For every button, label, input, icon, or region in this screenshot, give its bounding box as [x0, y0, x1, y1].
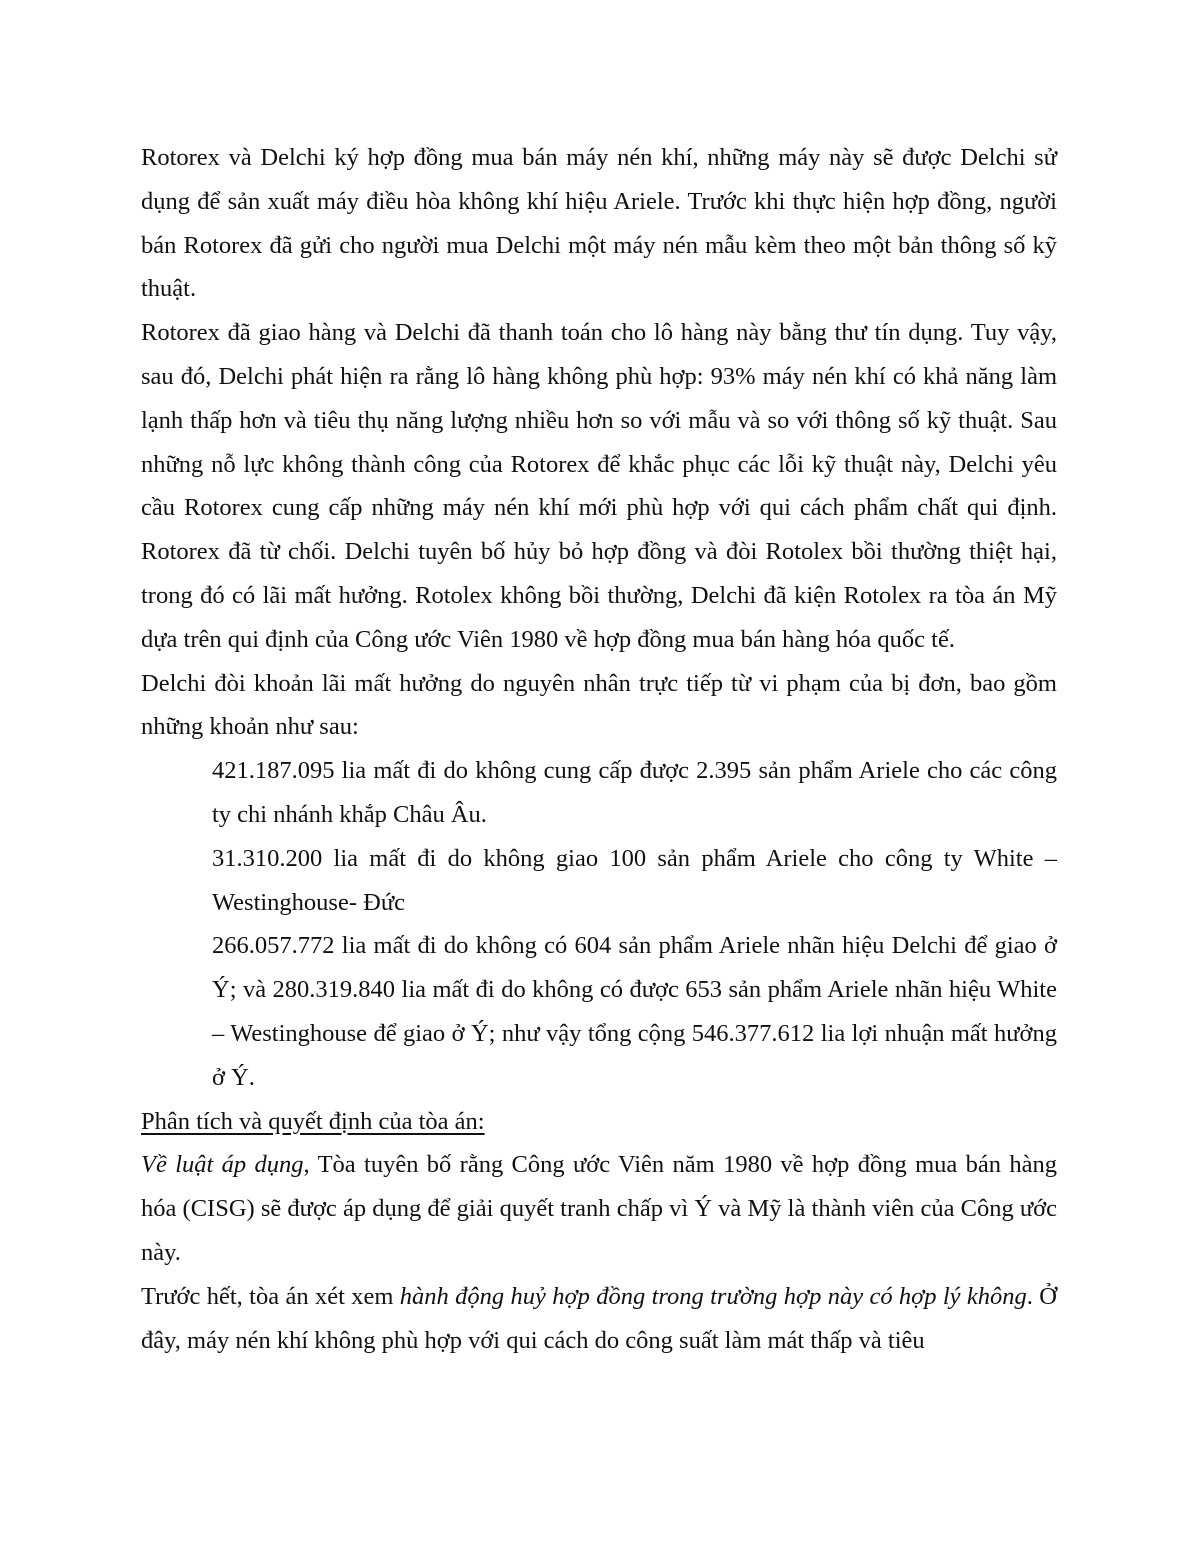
paragraph-delivery-dispute: Rotorex đã giao hàng và Delchi đã thanh toán cho lô hàng này bằng thư tín dụng. Tuy vậy, sau đó, Delchi phát hiện ra rằng lô hàng không phù hợp: 93% máy nén khí có khả năng làm lạnh thấp hơn và tiêu thụ năng lượng nhiều hơn so với mẫu và so với thông số kỹ thuật. Sau những nỗ lực không thành công của Rotorex để khắc phục các lỗi kỹ thuật này, Delchi yêu cầu Rotorex cung cấp những máy nén khí mới phù hợp với qui cách phẩm chất qui định. Rotorex đã từ chối. Delchi tuyên bố hủy bỏ hợp đồng và đòi Rotolex bồi thường thiệt hại, trong đó có lãi mất hưởng. Rotolex không bồi thường, Delchi đã kiện Rotolex ra tòa án Mỹ dựa trên qui định của Công ước Viên 1980 về hợp đồng mua bán hàng hóa quốc tế.: [141, 319, 1057, 653]
avoidance-lead-text: Trước hết, tòa án xét xem: [141, 1282, 400, 1310]
paragraph-applicable-law: [141, 1143, 1057, 1274]
section-heading: Phân tích và quyết định của tòa án:: [141, 1107, 485, 1135]
paragraph-avoidance-analysis: [141, 1275, 1057, 1363]
avoidance-question: hành động huỷ hợp đồng trong trường hợp này có hợp lý không: [399, 1282, 1027, 1310]
avoidance-text: . Ở đây, máy nén khí không phù hợp với qui cách do công suất làm mát thấp và tiêu: [141, 1282, 1057, 1354]
paragraph-lost-profit-claim: Delchi đòi khoản lãi mất hưởng do nguyên nhân trực tiếp từ vi phạm của bị đơn, bao gồm những khoản như sau:: [141, 669, 1057, 741]
applicable-law-text: , Tòa tuyên bố rằng Công ước Viên năm 1980 về hợp đồng mua bán hàng hóa (CISG) sẽ được áp dụng để giải quyết tranh chấp vì Ý và Mỹ là thành viên của Công ước này.: [141, 1151, 1057, 1266]
claim-item-italy: 266.057.772 lia mất đi do không có 604 sản phẩm Ariele nhãn hiệu Delchi để giao ở Ý; và 280.319.840 lia mất đi do không có được 653 sản phẩm Ariele nhãn hiệu White – Westinghouse để giao ở Ý; như vậy tổng cộng 546.377.612 lia lợi nhuận mất hưởng ở Ý.: [212, 932, 1057, 1091]
claim-item-europe: 421.187.095 lia mất đi do không cung cấp được 2.395 sản phẩm Ariele cho các công ty chi nhánh khắp Châu Âu.: [212, 757, 1057, 828]
claim-item-germany: 31.310.200 lia mất đi do không giao 100 sản phẩm Ariele cho công ty White – Westinghouse- Đức: [212, 844, 1057, 916]
applicable-law-label: Về luật áp dụng: [141, 1151, 304, 1179]
document-body: [141, 136, 1057, 1362]
paragraph-contract: Rotorex và Delchi ký hợp đồng mua bán máy nén khí, những máy này sẽ được Delchi sử dụng để sản xuất máy điều hòa không khí hiệu Ariele. Trước khi thực hiện hợp đồng, người bán Rotorex đã gửi cho người mua Delchi một máy nén mẫu kèm theo một bản thông số kỹ thuật.: [141, 144, 1057, 303]
